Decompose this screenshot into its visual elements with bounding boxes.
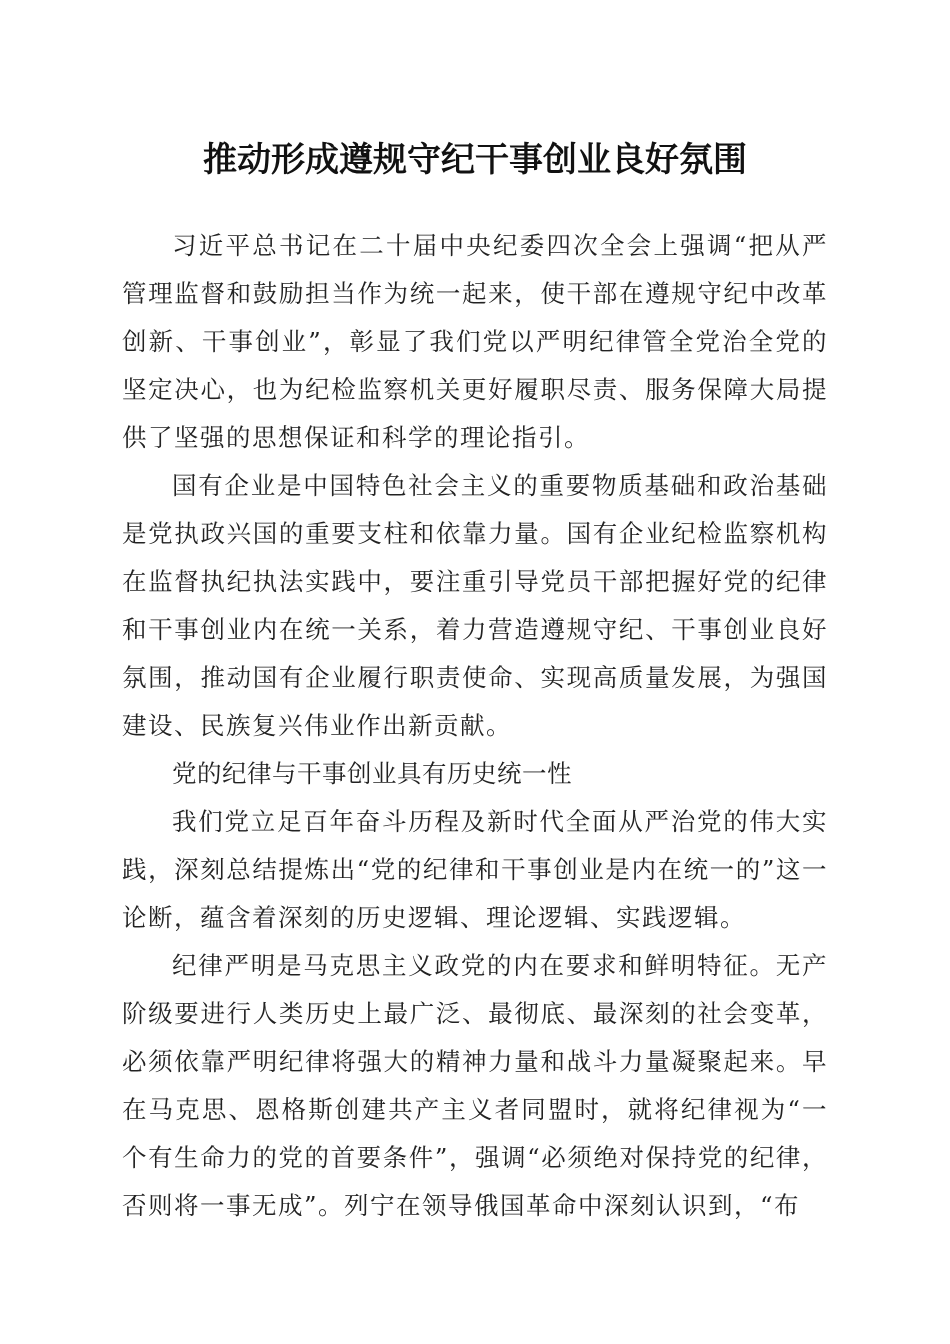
paragraph-marxist-discipline: 纪律严明是马克思主义政党的内在要求和鲜明特征。无产阶级要进行人类历史上最广泛、最彻底、最深刻的社会变革，必须依靠严明纪律将强大的精神力量和战斗力量凝聚起来。早在马克思、恩格斯创建共产主义者同盟时，就将纪律视为“一个有生命力的党的首要条件”，强调“必须绝对保持党的纪律，否则将一事无成”。列宁在领导俄国革命中深刻认识到，“布 [122,951,828,1220]
paragraph-historical-logic: 我们党立足百年奋斗历程及新时代全面从严治党的伟大实践，深刻总结提炼出“党的纪律和干事创业是内在统一的”这一论断，蕴含着深刻的历史逻辑、理论逻辑、实践逻辑。 [122,807,828,932]
paragraph-intro: 习近平总书记在二十届中央纪委四次全会上强调“把从严管理监督和鼓励担当作为统一起来，使干部在遵规守纪中改革创新、干事创业”，彰显了我们党以严明纪律管全党治全党的坚定决心，也为纪检监察机关更好履职尽责、服务保障大局提供了坚强的思想保证和科学的理论指引。 [122,231,828,452]
paragraph-state-enterprises: 国有企业是中国特色社会主义的重要物质基础和政治基础是党执政兴国的重要支柱和依靠力量。国有企业纪检监察机构在监督执纪执法实践中，要注重引导党员干部把握好党的纪律和干事创业内在统一关系，着力营造遵规守纪、干事创业良好氛围，推动国有企业履行职责使命、实现高质量发展，为强国建设、民族复兴伟业作出新贡献。 [122,471,828,740]
document-title: 推动形成遵规守纪干事创业良好氛围 [203,140,747,180]
document-body [122,222,828,1230]
section-heading: 党的纪律与干事创业具有历史统一性 [172,759,572,788]
